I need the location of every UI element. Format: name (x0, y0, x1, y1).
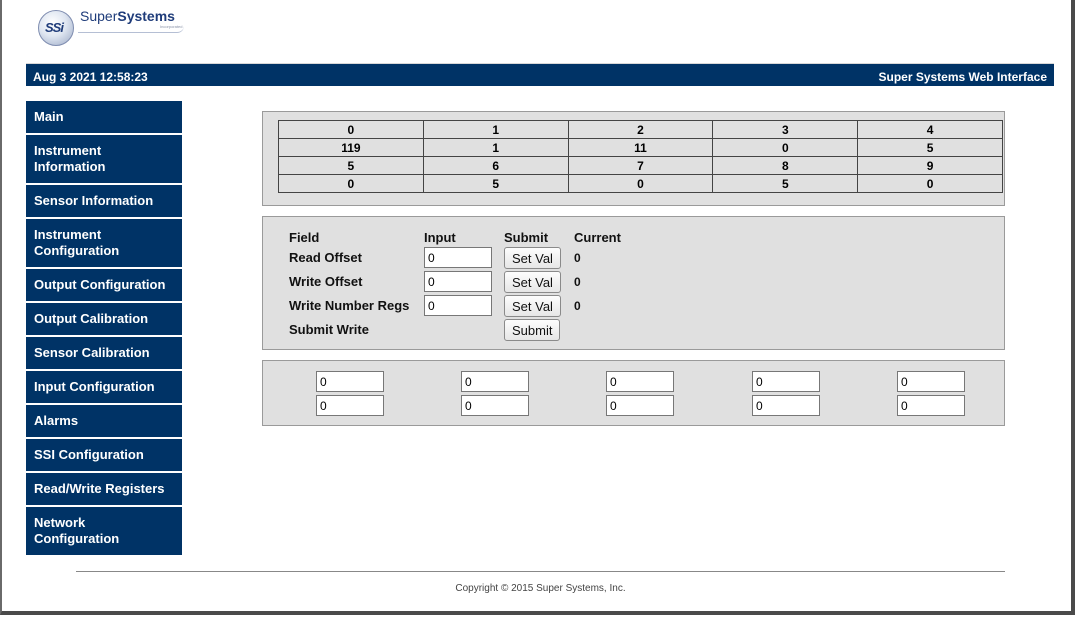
write-number-regs-input[interactable] (424, 295, 492, 316)
submit-column-header: Submit (504, 230, 549, 245)
header-datetime: Aug 3 2021 12:58:23 (33, 70, 148, 84)
current-column-header: Current (574, 230, 621, 245)
table-cell: 0 (713, 139, 858, 157)
read-offset-current: 0 (574, 251, 581, 265)
table-cell: 3 (713, 121, 858, 139)
table-cell: 5 (279, 157, 424, 175)
table-row (279, 121, 1003, 139)
sidebar-item-sensor-information[interactable]: Sensor Information (26, 185, 182, 219)
write-value-input[interactable] (316, 395, 384, 416)
write-value-input[interactable] (897, 371, 965, 392)
write-value-input[interactable] (461, 371, 529, 392)
table-cell: 0 (568, 175, 713, 193)
table-cell: 0 (279, 121, 424, 139)
table-cell: 5 (858, 139, 1003, 157)
logo-mark-icon: SSi (38, 10, 74, 46)
sidebar-item-instrument-information[interactable]: Instrument Information (26, 135, 182, 185)
write-offset-input[interactable] (424, 271, 492, 292)
footer-copyright: Copyright © 2015 Super Systems, Inc. (455, 583, 626, 594)
sidebar-item-read-write-registers[interactable]: Read/Write Registers (26, 473, 182, 507)
write-number-regs-set-button[interactable]: Set Val (504, 295, 561, 317)
sidebar-nav (26, 101, 182, 557)
input-column-header: Input (424, 230, 456, 245)
submit-write-button[interactable]: Submit (504, 319, 560, 341)
register-table-panel (262, 111, 1005, 206)
sidebar-item-network-configuration[interactable]: Network Configuration (26, 507, 182, 557)
register-form-panel (262, 216, 1005, 350)
write-values-panel (262, 360, 1005, 426)
table-cell: 119 (279, 139, 424, 157)
sidebar-item-sensor-calibration[interactable]: Sensor Calibration (26, 337, 182, 371)
sidebar-item-instrument-configuration[interactable]: Instrument Configuration (26, 219, 182, 269)
field-column-header: Field (289, 230, 320, 245)
read-offset-set-button[interactable]: Set Val (504, 247, 561, 269)
table-cell: 0 (858, 175, 1003, 193)
super-systems-logo (34, 6, 186, 50)
table-cell: 8 (713, 157, 858, 175)
sidebar-item-input-configuration[interactable]: Input Configuration (26, 371, 182, 405)
write-value-input[interactable] (606, 395, 674, 416)
read-offset-label: Read Offset (289, 250, 362, 265)
table-cell: 5 (423, 175, 568, 193)
table-row (279, 175, 1003, 193)
logo-subtext: Incorporated (160, 24, 183, 29)
header-title: Super Systems Web Interface (878, 70, 1047, 84)
write-value-input[interactable] (752, 371, 820, 392)
write-value-input[interactable] (316, 371, 384, 392)
sidebar-item-alarms[interactable]: Alarms (26, 405, 182, 439)
footer-divider (76, 571, 1005, 572)
table-cell: 11 (568, 139, 713, 157)
write-number-regs-current: 0 (574, 299, 581, 313)
sidebar-item-output-calibration[interactable]: Output Calibration (26, 303, 182, 337)
write-offset-current: 0 (574, 275, 581, 289)
table-cell: 1 (423, 121, 568, 139)
table-cell: 0 (279, 175, 424, 193)
table-cell: 9 (858, 157, 1003, 175)
write-value-input[interactable] (897, 395, 965, 416)
table-cell: 2 (568, 121, 713, 139)
table-cell: 5 (713, 175, 858, 193)
table-cell: 6 (423, 157, 568, 175)
table-row (279, 157, 1003, 175)
write-offset-set-button[interactable]: Set Val (504, 271, 561, 293)
table-cell: 1 (423, 139, 568, 157)
read-offset-input[interactable] (424, 247, 492, 268)
write-offset-label: Write Offset (289, 274, 363, 289)
write-value-input[interactable] (752, 395, 820, 416)
write-value-input[interactable] (606, 371, 674, 392)
sidebar-item-output-configuration[interactable]: Output Configuration (26, 269, 182, 303)
sidebar-item-ssi-configuration[interactable]: SSI Configuration (26, 439, 182, 473)
table-row (279, 139, 1003, 157)
table-cell: 7 (568, 157, 713, 175)
sidebar-item-main[interactable]: Main (26, 101, 182, 135)
logo-text: SuperSystems (80, 8, 175, 24)
submit-write-label: Submit Write (289, 322, 369, 337)
header-bar (26, 63, 1054, 86)
write-number-regs-label: Write Number Regs (289, 298, 410, 313)
register-table (278, 120, 1003, 193)
write-value-input[interactable] (461, 395, 529, 416)
table-cell: 4 (858, 121, 1003, 139)
